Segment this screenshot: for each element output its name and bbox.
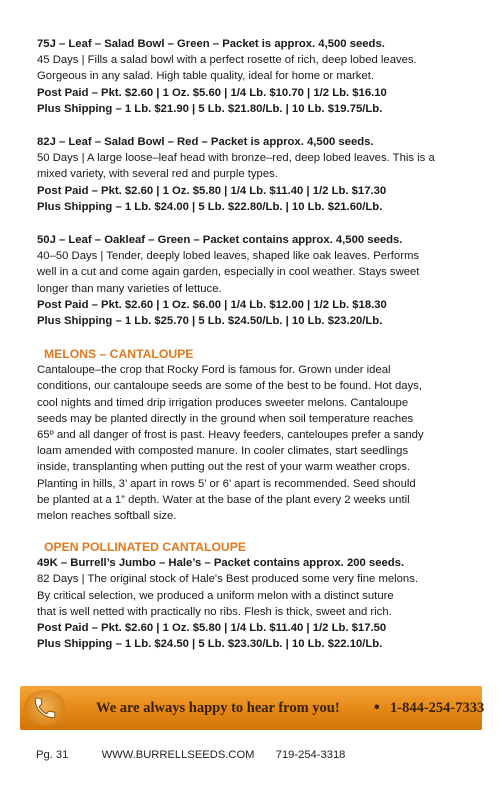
section-description-line: be planted at a 1” depth. Water at the base of the plant every 2 weeks until	[37, 493, 410, 506]
product-description-line: 82 Days | The original stock of Hale's Best produced some very fine melons.	[37, 573, 418, 586]
product-description-line: 40–50 Days | Tender, deeply lobed leaves, shaped like oak leaves. Performs	[37, 250, 420, 263]
open-pollinated-cantaloupe-section	[37, 539, 477, 652]
product-description-line: longer than many varieties of lettuce.	[37, 282, 222, 295]
footer-website[interactable]: WWW.BURRELLSEEDS.COM	[101, 749, 255, 761]
section-title: MELONS – CANTALOUPE	[44, 347, 194, 362]
post-paid-prices: Post Paid – Pkt. $2.60 | 1 Oz. $5.80 | 1/4 Lb. $11.40 | 1/2 Lb. $17.50	[37, 622, 387, 635]
product-entry-75j	[37, 36, 477, 117]
page-number: Pg. 31	[36, 749, 69, 761]
post-paid-prices: Post Paid – Pkt. $2.60 | 1 Oz. $5.60 | 1/4 Lb. $10.70 | 1/2 Lb. $16.10	[37, 86, 387, 99]
section-description-line: melon reaches softball size.	[37, 510, 177, 523]
contact-banner	[20, 686, 485, 730]
product-description-line: By critical selection, we produced a uniform melon with a distinct suture	[37, 589, 394, 602]
product-heading: 75J – Leaf – Salad Bowl – Green – Packet is approx. 4,500 seeds.	[37, 38, 385, 50]
catalog-page-content	[37, 36, 477, 668]
section-description-line: cool nights and timed drip irrigation produces sweeter melons. Cantaloupe	[37, 396, 409, 409]
melons-cantaloupe-section	[37, 346, 477, 524]
post-paid-prices: Post Paid – Pkt. $2.60 | 1 Oz. $5.80 | 1/4 Lb. $11.40 | 1/2 Lb. $17.30	[37, 184, 387, 197]
plus-shipping-prices: Plus Shipping – 1 Lb. $24.00 | 5 Lb. $22.80/Lb. | 10 Lb. $21.60/Lb.	[37, 200, 383, 213]
product-description-line: well in a cut and come again garden, especially in cool weather. Stays sweet	[37, 266, 420, 279]
section-description-line: Cantaloupe–the crop that Rocky Ford is famous for. Grown under ideal	[37, 364, 391, 377]
product-heading: 50J – Leaf – Oakleaf – Green – Packet contains approx. 4,500 seeds.	[37, 234, 403, 247]
product-description-line: 45 Days | Fills a salad bowl with a perfect rosette of rich, deep lobed leaves.	[37, 54, 417, 67]
plus-shipping-prices: Plus Shipping – 1 Lb. $21.90 | 5 Lb. $21.80/Lb. | 10 Lb. $19.75/Lb.	[37, 102, 383, 115]
product-description-line: that is well netted with practically no ribs. Flesh is thick, sweet and rich.	[37, 605, 392, 618]
section-description-line: Planting in hills, 3’ apart in rows 5’ or 6’ apart is recommended. Seed should	[37, 477, 416, 490]
product-entry-82j	[37, 134, 477, 215]
product-description-line: 50 Days | A large loose–leaf head with bronze–red, deep lobed leaves. This is a	[37, 152, 435, 165]
plus-shipping-prices: Plus Shipping – 1 Lb. $25.70 | 5 Lb. $24.50/Lb. | 10 Lb. $23.20/Lb.	[37, 315, 383, 328]
product-description-line: mixed variety, with several red and purple types.	[37, 168, 278, 181]
section-description-line: conditions, our cantaloupe seeds are some of the best to be found. Hot days,	[37, 380, 422, 393]
post-paid-prices: Post Paid – Pkt. $2.60 | 1 Oz. $6.00 | 1/4 Lb. $12.00 | 1/2 Lb. $18.30	[37, 298, 387, 311]
banner-separator: •	[374, 699, 380, 716]
product-description-line: Gorgeous in any salad. High table quality, ideal for home or market.	[37, 70, 374, 83]
product-heading: 82J – Leaf – Salad Bowl – Red – Packet is approx. 4,500 seeds.	[37, 136, 374, 149]
footer-phone: 719-254-3318	[275, 749, 346, 761]
telephone-icon	[24, 690, 66, 726]
section-description-line: inside, transplanting when putting out the rest of your warm weather crops.	[37, 461, 410, 474]
section-description-line: loam amended with composted manure. In cooler climates, start seedlings	[37, 445, 409, 458]
banner-phone-number[interactable]: 1-844-254-7333	[390, 700, 485, 716]
section-description-line: seeds may be planted directly in the ground when soil temperature reaches	[37, 412, 414, 425]
product-heading: 49K – Burrell’s Jumbo – Hale’s – Packet contains approx. 200 seeds.	[37, 557, 405, 570]
plus-shipping-prices: Plus Shipping – 1 Lb. $24.50 | 5 Lb. $23.30/Lb. | 10 Lb. $22.10/Lb.	[37, 638, 383, 651]
section-title: OPEN POLLINATED CANTALOUPE	[44, 540, 246, 555]
page-footer	[36, 749, 345, 761]
banner-message: We are always happy to hear from you!	[96, 700, 340, 716]
product-entry-50j	[37, 232, 477, 329]
section-description-line: 65º and all danger of frost is past. Heavy feeders, canteloupes prefer a sandy	[37, 429, 424, 442]
